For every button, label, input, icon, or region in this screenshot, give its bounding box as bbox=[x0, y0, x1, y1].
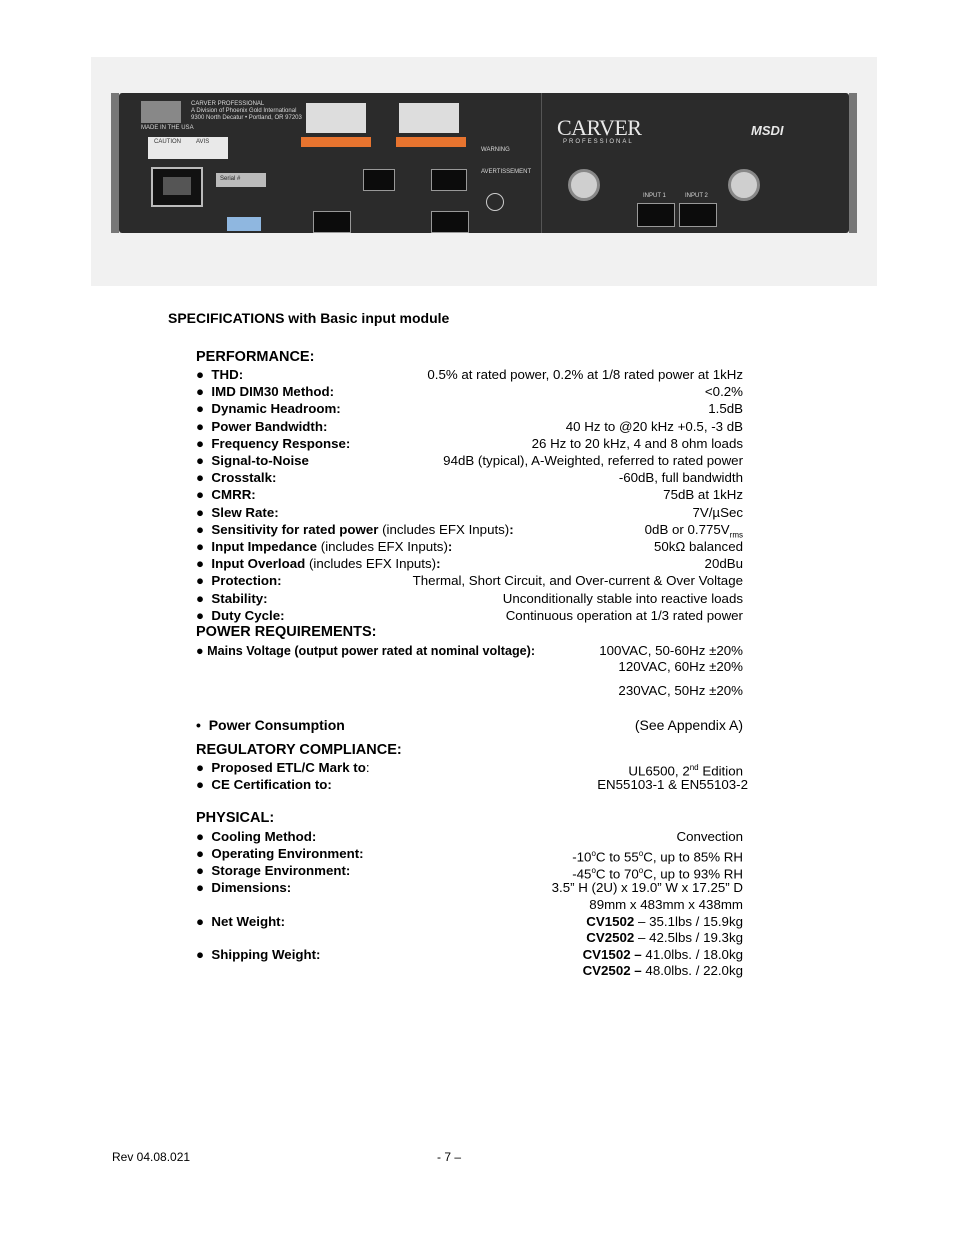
performance-value-text: 50kΩ balanced bbox=[653, 539, 743, 554]
input-2-label: INPUT 2 bbox=[685, 193, 708, 199]
performance-value bbox=[705, 384, 743, 400]
mains-value-3: 230VAC, 50Hz ±20% bbox=[618, 683, 743, 698]
connector-1 bbox=[363, 169, 395, 191]
etl-value-post: Edition bbox=[698, 763, 743, 779]
degree-sup-2: o bbox=[638, 849, 644, 858]
storage-label-text: Storage Environment: bbox=[211, 863, 351, 878]
net-weight-amount-1: 35.1lbs / 15.9kg bbox=[649, 914, 743, 929]
performance-label-text: Stability: bbox=[211, 590, 268, 606]
performance-value-text: 26 Hz to 20 kHz, 4 and 8 ohm loads bbox=[531, 435, 743, 451]
performance-value-text: 7V/µSec bbox=[692, 504, 743, 520]
shipping-weight-label: ● Shipping Weight: bbox=[196, 947, 321, 962]
performance-label-text: Duty Cycle: bbox=[211, 607, 285, 623]
performance-value-text: Continuous operation at 1/3 rated power bbox=[505, 607, 743, 623]
performance-label: ● Crosstalk: bbox=[196, 470, 277, 486]
net-weight-sep-1: – bbox=[634, 914, 650, 929]
net-weight-value-2 bbox=[586, 930, 743, 946]
mains-value-2: 120VAC, 60Hz ±20% bbox=[618, 659, 743, 674]
operating-value-b: C to 55 bbox=[595, 849, 639, 865]
terminal-label-2 bbox=[399, 103, 459, 133]
storage-value-a: -45 bbox=[572, 866, 592, 882]
product-photo bbox=[91, 57, 877, 286]
shipping-weight-model-1: CV1502 – bbox=[582, 947, 642, 962]
etl-label-text: Proposed ETL/C Mark to bbox=[211, 760, 366, 775]
performance-value bbox=[708, 401, 743, 417]
panel-address: 9300 North Decatur • Portland, OR 97203 bbox=[191, 115, 302, 121]
shipping-weight-value-1 bbox=[583, 947, 743, 963]
performance-label-text: Crosstalk: bbox=[211, 470, 277, 486]
shipping-weight-value-2 bbox=[583, 963, 743, 979]
performance-label-text: Frequency Response: bbox=[211, 435, 351, 451]
net-weight-model-2: CV2502 bbox=[586, 930, 635, 945]
etl-colon: : bbox=[365, 760, 370, 775]
performance-label: ● Sensitivity for rated power (includes EFX Inputs): bbox=[196, 521, 514, 537]
performance-label-text: Dynamic Headroom: bbox=[211, 401, 341, 417]
panel-divider bbox=[541, 93, 542, 233]
shipping-weight-amount-1: 41.0lbs. / 18.0kg bbox=[645, 947, 743, 962]
mains-value-1: 100VAC, 50-60Hz ±20% bbox=[599, 643, 743, 658]
net-weight-model-1: CV1502 bbox=[586, 914, 635, 929]
dip-switch-icon bbox=[227, 217, 261, 231]
performance-label: ● Power Bandwidth: bbox=[196, 418, 328, 434]
performance-value-text: 0dB or 0.775V bbox=[644, 521, 730, 537]
speaker-terminal-1 bbox=[301, 137, 371, 147]
serial-plate bbox=[216, 173, 266, 187]
power-inlet-icon bbox=[151, 167, 203, 207]
performance-label: ● Input Impedance (includes EFX Inputs): bbox=[196, 539, 453, 554]
performance-label-text: Signal-to-Noise bbox=[211, 453, 309, 468]
caution-left-text: CAUTION bbox=[154, 139, 181, 145]
performance-label-text: Sensitivity for rated power bbox=[211, 521, 379, 537]
performance-value bbox=[506, 608, 743, 624]
performance-value bbox=[566, 419, 743, 435]
performance-label-note: (includes EFX Inputs) bbox=[317, 539, 448, 554]
caution-label bbox=[148, 137, 228, 159]
flag-icon bbox=[141, 101, 181, 123]
performance-value bbox=[692, 505, 743, 521]
performance-value-sub: rms bbox=[729, 530, 743, 540]
page-title: SPECIFICATIONS with Basic input module bbox=[168, 310, 450, 326]
storage-value-c: C, up to 93% RH bbox=[643, 866, 743, 882]
performance-label-note: (includes EFX Inputs) bbox=[378, 521, 510, 537]
connector-4 bbox=[431, 211, 469, 233]
power-consumption-value: (See Appendix A) bbox=[634, 717, 743, 733]
power-consumption-label: • Power Consumption bbox=[196, 717, 345, 733]
performance-value bbox=[705, 556, 743, 572]
performance-label-text: THD: bbox=[211, 367, 244, 382]
power-heading: POWER REQUIREMENTS: bbox=[196, 624, 377, 640]
warning-title: WARNING bbox=[481, 147, 510, 153]
speaker-terminal-2 bbox=[396, 137, 466, 147]
net-weight-sep-2: – bbox=[634, 930, 650, 945]
revision-label: Rev 04.08.021 bbox=[112, 1150, 191, 1164]
performance-value-text: 0.5% at rated power, 0.2% at 1/8 rated power at 1kHz bbox=[427, 367, 743, 382]
degree-sup-1: o bbox=[591, 849, 596, 858]
performance-value-text: <0.2% bbox=[704, 384, 743, 400]
operating-value-a: -10 bbox=[572, 849, 592, 865]
performance-value-text: Thermal, Short Circuit, and Over-current & Over Voltage bbox=[412, 573, 743, 589]
performance-value-text: 40 Hz to @20 kHz +0.5, -3 dB bbox=[565, 418, 743, 434]
degree-sup-4: o bbox=[638, 866, 644, 875]
performance-label-text: Protection: bbox=[211, 573, 282, 589]
net-weight-value-1 bbox=[586, 914, 743, 930]
input-1-label: INPUT 1 bbox=[643, 193, 666, 199]
dimensions-label: ● Dimensions: bbox=[196, 880, 292, 895]
ce-value: EN55103-1 & EN55103-2 bbox=[597, 777, 748, 792]
rack-ear-left bbox=[111, 93, 119, 233]
performance-value-text: 75dB at 1kHz bbox=[663, 487, 743, 503]
cooling-value: Convection bbox=[676, 829, 743, 844]
made-in-label: MADE IN THE USA bbox=[141, 125, 194, 131]
performance-value bbox=[503, 591, 743, 607]
performance-label: ● Protection: bbox=[196, 573, 282, 589]
performance-label-text: IMD DIM30 Method: bbox=[211, 384, 335, 400]
etl-mark-icon bbox=[486, 193, 504, 211]
xlr-input-2-icon bbox=[728, 169, 760, 201]
mains-voltage-label-text: Mains Voltage (output power rated at nominal voltage): bbox=[207, 644, 536, 658]
performance-label: ● THD: bbox=[196, 367, 244, 382]
terminal-label-1 bbox=[306, 103, 366, 133]
performance-label: ● IMD DIM30 Method: bbox=[196, 384, 335, 400]
page-number: - 7 – bbox=[437, 1150, 462, 1164]
performance-value bbox=[663, 487, 743, 503]
serial-label: Serial # bbox=[220, 176, 241, 182]
performance-value bbox=[413, 573, 743, 589]
dimensions-value-1: 3.5” H (2U) x 19.0” W x 17.25” D bbox=[551, 880, 743, 895]
performance-label-colon: : bbox=[447, 539, 453, 554]
performance-value-text: -60dB, full bandwidth bbox=[618, 470, 743, 486]
performance-value-text: Unconditionally stable into reactive loads bbox=[502, 590, 743, 606]
performance-label: ● CMRR: bbox=[196, 487, 256, 503]
caution-right-text: AVIS bbox=[196, 139, 210, 145]
amplifier-rear-panel bbox=[119, 93, 849, 233]
operating-value-c: C, up to 85% RH bbox=[643, 849, 743, 865]
shipping-weight-amount-2: 48.0lbs. / 22.0kg bbox=[645, 963, 743, 978]
performance-label: ● Frequency Response: bbox=[196, 435, 351, 451]
dimensions-value-2: 89mm x 483mm x 438mm bbox=[589, 897, 743, 912]
carver-logo: CARVER bbox=[557, 115, 642, 140]
cooling-label-text: Cooling Method: bbox=[211, 829, 317, 844]
cooling-label: ● Cooling Method: bbox=[196, 829, 317, 844]
connector-3 bbox=[313, 211, 351, 233]
performance-label-colon: : bbox=[509, 521, 514, 537]
net-weight-label-text: Net Weight: bbox=[211, 914, 286, 929]
regulatory-heading: REGULATORY COMPLIANCE: bbox=[196, 742, 402, 758]
mains-voltage-label: ● Mains Voltage (output power rated at nominal voltage): bbox=[196, 644, 536, 658]
storage-label: ● Storage Environment: bbox=[196, 863, 351, 878]
rack-ear-right bbox=[849, 93, 857, 233]
panel-division: A Division of Phoenix Gold International bbox=[191, 108, 297, 114]
input-2-connector bbox=[679, 203, 717, 227]
performance-label-text: Input Overload bbox=[211, 556, 306, 572]
physical-heading: PHYSICAL: bbox=[196, 810, 275, 826]
xlr-input-1-icon bbox=[568, 169, 600, 201]
etl-value-pre: UL6500, 2 bbox=[628, 763, 690, 779]
performance-value bbox=[619, 470, 743, 486]
etl-label: ● Proposed ETL/C Mark to: bbox=[196, 760, 370, 775]
performance-heading: PERFORMANCE: bbox=[196, 349, 315, 365]
carver-logo-sub: PROFESSIONAL bbox=[563, 139, 634, 145]
performance-label-colon: : bbox=[436, 556, 441, 572]
storage-value-b: C to 70 bbox=[595, 866, 639, 882]
performance-value-text: 94dB (typical), A-Weighted, referred to rated power bbox=[443, 453, 743, 468]
panel-company: CARVER PROFESSIONAL bbox=[191, 101, 265, 107]
performance-label: ● Input Overload (includes EFX Inputs): bbox=[196, 556, 441, 572]
performance-value bbox=[654, 539, 743, 555]
net-weight-label: ● Net Weight: bbox=[196, 914, 286, 929]
avert-title: AVERTISSEMENT bbox=[481, 169, 532, 175]
performance-label-note: (includes EFX Inputs) bbox=[305, 556, 437, 572]
performance-label: ● Slew Rate: bbox=[196, 504, 279, 520]
performance-label: ● Dynamic Headroom: bbox=[196, 401, 341, 417]
shipping-weight-model-2: CV2502 – bbox=[582, 963, 642, 978]
connector-2 bbox=[431, 169, 467, 191]
performance-label: ● Signal-to-Noise bbox=[196, 453, 309, 468]
dimensions-label-text: Dimensions: bbox=[211, 880, 292, 895]
performance-label: ● Duty Cycle: bbox=[196, 607, 285, 623]
ce-label: ● CE Certification to: bbox=[196, 777, 332, 792]
performance-value bbox=[443, 453, 743, 469]
performance-value-text: 20dBu bbox=[704, 556, 743, 572]
operating-label: ● Operating Environment: bbox=[196, 846, 364, 861]
performance-label-text: Power Bandwidth: bbox=[211, 418, 328, 434]
performance-label-text: Slew Rate: bbox=[211, 504, 279, 520]
performance-label: ● Stability: bbox=[196, 590, 268, 606]
performance-label-text: Input Impedance bbox=[211, 539, 318, 554]
performance-value bbox=[427, 367, 743, 383]
performance-value-text: 1.5dB bbox=[708, 401, 743, 417]
input-1-connector bbox=[637, 203, 675, 227]
net-weight-amount-2: 42.5lbs / 19.3kg bbox=[649, 930, 743, 945]
degree-sup-3: o bbox=[591, 866, 596, 875]
ce-label-text: CE Certification to: bbox=[211, 777, 332, 792]
shipping-weight-label-text: Shipping Weight: bbox=[211, 947, 321, 962]
model-badge: MSDI bbox=[751, 123, 784, 138]
etl-value-sup: nd bbox=[689, 763, 699, 772]
power-consumption-label-text: Power Consumption bbox=[208, 717, 345, 733]
performance-label-text: CMRR: bbox=[211, 487, 256, 503]
operating-label-text: Operating Environment: bbox=[211, 846, 364, 861]
performance-value bbox=[532, 436, 743, 452]
